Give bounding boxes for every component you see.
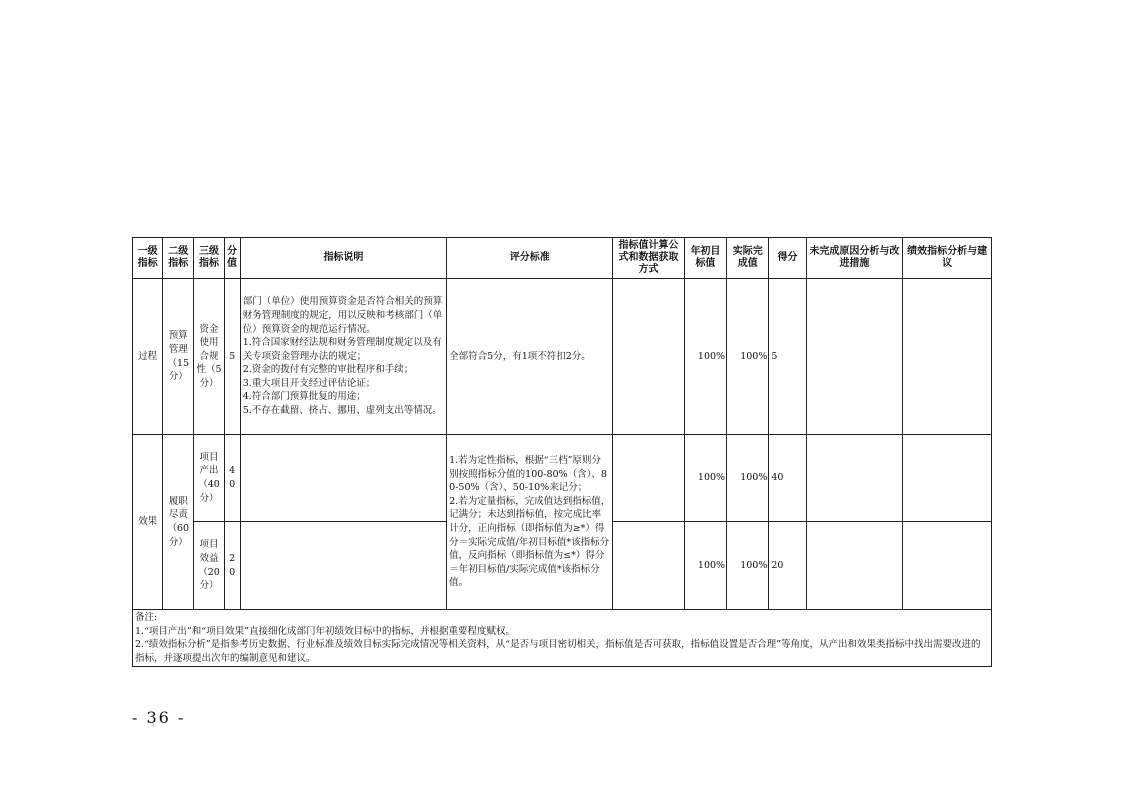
- cell-description: [240, 435, 446, 522]
- table-header-row: [133, 238, 992, 279]
- header-criteria: 评分标准: [447, 238, 613, 279]
- cell-level3-benefit: 项目效益（20分）: [194, 522, 224, 610]
- evaluation-table: [132, 237, 992, 667]
- header-analysis: 绩效指标分析与建议: [903, 238, 992, 279]
- cell-level3-compliance: 资金使用合规性（5分）: [194, 279, 224, 435]
- header-actual: 实际完成值: [727, 238, 769, 279]
- cell-target: 100%: [684, 522, 726, 610]
- cell-score-value: 5: [224, 279, 240, 435]
- cell-formula: [613, 435, 684, 522]
- cell-level2-duty: 履职尽责（60分）: [163, 435, 194, 610]
- cell-formula: [613, 279, 684, 435]
- cell-level1-effect: 效果: [133, 435, 163, 610]
- header-level2: 二级指标: [163, 238, 194, 279]
- cell-analysis: [903, 435, 992, 522]
- cell-criteria-effect: 1.若为定性指标，根据“三档”原则分别按照指标分值的100-80%（含）、80-50%（含）、50-10%来记分； 2.若为定量指标，完成值达到指标值，记满分；未达到指标值，按完成比率计分，正向指标（即指标值为≥*）得分＝实际完成值/年初目标值*该指标分值，反向指标（即指标值为≤*）得分＝年初目标值/实际完成值*该指标分值。: [447, 435, 613, 610]
- header-formula: 指标值计算公式和数据获取方式: [613, 238, 684, 279]
- cell-analysis: [903, 522, 992, 610]
- cell-score: 5: [769, 279, 806, 435]
- cell-score: 20: [769, 522, 806, 610]
- note-2: 2.“绩效指标分析”是指参考历史数据、行业标准及绩效目标实际完成情况等相关资料，从“是否与项目密切相关，指标值是否可获取，指标值设置是否合理”等角度，从产出和效果类指标中找出需要改进的指标，并逐项提出次年的编制意见和建议。: [135, 639, 981, 664]
- cell-actual: 100%: [727, 435, 769, 522]
- header-level1: 一级指标: [133, 238, 163, 279]
- cell-target: 100%: [684, 279, 726, 435]
- performance-evaluation-sheet: [132, 237, 992, 667]
- cell-description: 部门（单位）使用预算资金是否符合相关的预算财务管理制度的规定，用以反映和考核部门（单位）预算资金的规范运行情况。 1.符合国家财经法规和财务管理制度规定以及有关专项资金管理办法的规定； 2.资金的拨付有完整的审批程序和手续； 3.重大项目开支经过评估论证； 4.符合部门预算批复的用途； 5.不存在截留、挤占、挪用、虚列支出等情况。: [240, 279, 446, 435]
- page-number: - 36 -: [132, 708, 186, 727]
- header-score-value: 分值: [224, 238, 240, 279]
- notes-row: [133, 610, 992, 667]
- note-1: 1.“项目产出”和“项目效果”直接细化成部门年初绩效目标中的指标，并根据重要程度赋权。: [135, 625, 515, 637]
- cell-score-value: 40: [224, 435, 240, 522]
- cell-level1-process: 过程: [133, 279, 163, 435]
- header-level3: 三级指标: [194, 238, 224, 279]
- table-row-process: [133, 279, 992, 435]
- cell-analysis: [903, 279, 992, 435]
- table-row-output: [133, 435, 992, 522]
- cell-actual: 100%: [727, 522, 769, 610]
- cell-reason: [806, 279, 903, 435]
- header-target: 年初目标值: [684, 238, 726, 279]
- cell-level3-output: 项目产出（40分）: [194, 435, 224, 522]
- cell-score-value: 20: [224, 522, 240, 610]
- cell-description: [240, 522, 446, 610]
- cell-reason: [806, 435, 903, 522]
- cell-criteria: 全部符合5分，有1项不符扣2分。: [447, 279, 613, 435]
- cell-score: 40: [769, 435, 806, 522]
- header-description: 指标说明: [240, 238, 446, 279]
- header-reason: 未完成原因分析与改进措施: [806, 238, 903, 279]
- notes-cell: [133, 610, 992, 667]
- cell-formula: [613, 522, 684, 610]
- header-score: 得分: [769, 238, 806, 279]
- notes-title: 备注:: [135, 612, 158, 623]
- cell-target: 100%: [684, 435, 726, 522]
- cell-actual: 100%: [727, 279, 769, 435]
- cell-reason: [806, 522, 903, 610]
- cell-level2-budget: 预算管理（15分）: [163, 279, 194, 435]
